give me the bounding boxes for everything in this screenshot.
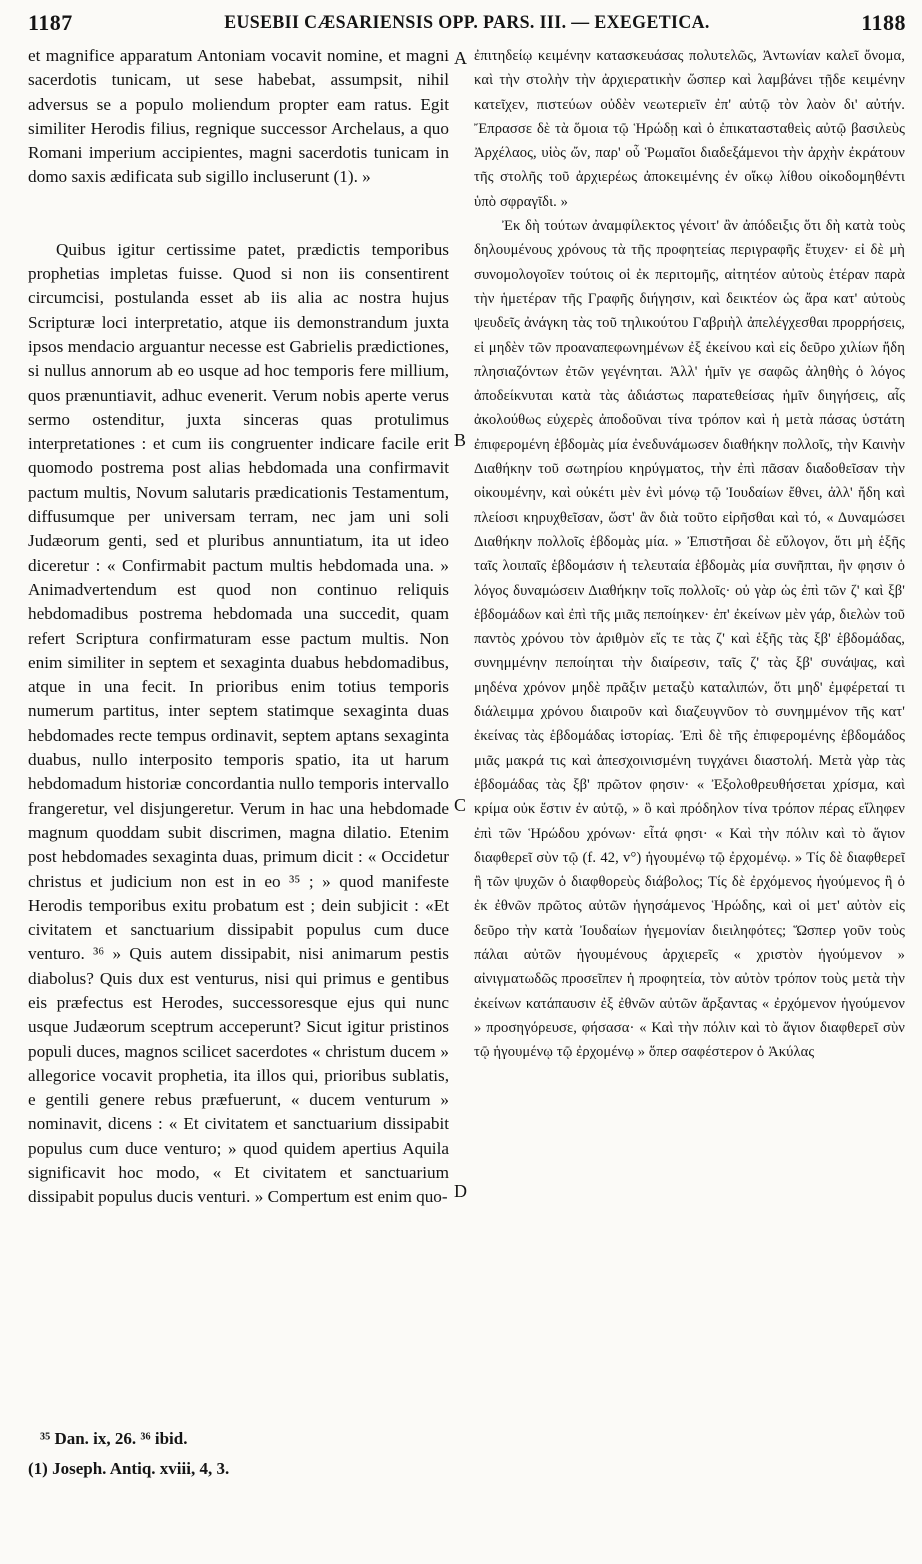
latin-paragraph-1: et magnifice apparatum Antoniam vocavit nomine, et magni sacerdotis tunicam, ut sese habebat, assumpsit, nihil adversus se a populo moliendum propter eam ratus. Egit similiter Herodis filius, regnique successor Archelaus, a quo Romani imperium accipientes, magni sacerdotis tunicam in domo saxis ædificata sub sigillo incluserunt (1). »	[28, 46, 449, 187]
greek-paragraph-2: Ἐκ δὴ τούτων ἀναμφίλεκτος γένοιτ' ἂν ἀπόδειξις ὅτι δὴ κατὰ τοὺς δηλουμένους χρόνους τὰ τῆς προφητείας περιγραφῆς ἔτυχεν· εἰ δὲ μὴ συνομολογοῖεν τούτοις οἱ ἐκ περιτομῆς, αἰτητέον αὐτοὺς ἑτέραν παρὰ τὴν ἡμετέραν τῆς Γραφῆς διήγησιν, καὶ δεικτέον ὡς ἄρα κατ' αὐτοὺς ψευδεῖς ἀνάγκη τὰς τοῦ τηλικούτου Γαβριὴλ ἀπελέγχεσθαι προρρήσεις, εἰ μηδὲν τῶν προαναπεφωνημένων ἐξ ἐκείνου καὶ εἰς δεῦρο χιλίων ἤδη πλησιαζόντων ἐτῶν γεγένηται. Ἀλλ' ἡμῖν γε σαφῶς ἀληθὴς ὁ λόγος ἀποδείκνυται κατὰ τὰς ἀδιάστως παρατεθείσας ἡμῖν διηγήσεις, αἷς ἀκολούθως εὐχερὲς ἀποδοῦναι τίνα τρόπον καὶ ἡ μετὰ πάσας ὑστάτη ἐπιφερομένη ἑβδομὰς μία ἐνεδυνάμωσεν διαθήκην πολλοῖς, τὴν Καινὴν Διαθήκην τοῦ σωτηρίου κηρύγματος, τὴν ἐπὶ πᾶσαν διαδοθεῖσαν τὴν οἰκουμένην, καὶ οὐκέτι μὲν ἑνὶ μόνῳ τῷ Ἰουδαίων ἔθνει, ἀλλ' ἤδη καὶ πλείοσι κηρυχθεῖσαν, ὥστ' ἂν διὰ τοῦτο εἰρῆσθαι καὶ τό, « Δυναμώσει Διαθήκην πολλοῖς ἑβδομὰς μία. » Ἐπιστῆσαι δὲ εὔλογον, ὅτι μὴ ἑξῆς ταῖς λοιπαῖς ἑβδομάσιν ἡ τελευταία ἑβδομὰς μία συνῆπται, ἣν φησιν ὁ λόγος δυναμώσειν Διαθήκην τοῖς πολλοῖς· οὐ γὰρ ὡς ἐπὶ τῶν ζ' καὶ ξβ' ἑβδομάδων καὶ ἐπὶ τῆς μιᾶς πεποίηκεν· ἐπ' ἐκείνων μὲν γάρ, διελὼν τοῦ παντὸς χρόνου τὸν ἀριθμὸν εἴς τε τὰς ζ' καὶ ἑξῆς τὰς ξβ' ἑβδομάδας, συνημμένην πεποίηται τὴν διαίρεσιν, ταῖς ζ' τὰς ξβ' συνάψας, καὶ μηδένα χρόνον μηδὲ πρᾶξιν μεταξὺ καταλιπών, ὅτι μηδ' ἐμφέρεταί τι διάλειμμα χρόνου διαιροῦν καὶ διαζευγνῦον τὸ συνημμένον τῆς κατ' ἐκείνας τὰς ἑβδομάδας ἱστορίας. Ἐπὶ δὲ τῆς ἐπιφερομένης ἑβδομάδος μιᾶς μακρά τις καὶ ἀπεσχοινισμένη τυγχάνει διαστολή. Μετὰ γὰρ τὰς ἑβδομάδας τὰς ξβ' πρῶτον φησιν· « Ἐξολοθρευθήσεται χρίσμα, καὶ κρίμα οὐκ ἔστιν ἐν αὐτῷ, » ὃ καὶ πρόδηλον τίνα τρόπον πέρας εἴληφεν ἐπὶ τῶν Ἡρώδου χρόνων· εἶτά φησι· « Καὶ τὴν πόλιν καὶ τὸ ἅγιον διαφθερεῖ σὺν τῷ (f. 42, v°) ἡγουμένῳ τῷ ἐρχομένῳ. » Τίς δὲ διαφθερεῖ ἢ τῶν ψυχῶν ὁ διαφθορεὺς διάβολος; Τίς δὲ ἐρχόμενος ἡγούμενος ἢ ὁ ἐκ ἐθνῶν πρῶτος αὐτῶν ἡγησάμενος Ἡρώδης, καὶ οἱ μετ' αὐτὸν εἰς δεῦρο τὴν κατὰ Ἰουδαίων ἡγεμονίαν διειληφότες; Ὥσπερ γοῦν τοὺς πάλαι αὐτῶν ἡγουμένους ἀρχιερεῖς « χριστὸν ἡγούμενον » αἰνιγματωδῶς προσεῖπεν ἡ προφητεία, τὸν αὐτὸν τρόπον τοὺς μετὰ τὴν ἐκείνων κατάπαυσιν ἐξ ἐθνῶν αὐτῶν ἄρξαντας « ἐρχόμενον ἡγούμενον » προσηγόρευσε, φήσασα· « Καὶ τὴν πόλιν καὶ τὸ ἅγιον διαφθερεῖ σὺν τῷ ἡγουμένῳ τῷ ἐρχομένῳ » ὅπερ σαφέστερον ὁ Ἀκύλας	[474, 218, 905, 1061]
margin-marker-a: A	[454, 48, 467, 68]
greek-paragraph-1: ἐπιτηδείῳ κειμένην κατασκευάσας πολυτελῶς, Ἀντωνίαν καλεῖ ὄνομα, καὶ τὴν στολὴν τὴν ἀρχιερατικὴν ὥσπερ καὶ λαμβάνει τῇδε κειμένην κατεῖχεν, πιστεύων οὐδὲν νεωτεριεῖν ἐπ' αὐτῷ τὸν λαὸν δι' αὐτήν. Ἔπρασσε δὲ τὰ ὅμοια τῷ Ἡρώδῃ καὶ ὁ ἐπικατασταθεὶς αὐτῷ βασιλεὺς Ἀρχέλαος, υἱὸς ὤν, παρ' οὗ Ῥωμαῖοι διαδεξάμενοι τὴν ἀρχὴν ἐκράτουν τῆς στολῆς τοῦ ἀρχιερέως ἀποκειμένης ἐν οἴκῳ λίθου οἰκοδομηθέντι ὑπὸ σφραγῖδι. »	[474, 48, 905, 210]
footnote-source: (1) Joseph. Antiq. xviii, 4, 3.	[28, 1459, 230, 1478]
page-number-right: 1188	[861, 10, 906, 35]
page-header	[28, 6, 906, 40]
greek-column	[474, 44, 905, 1064]
running-title: EUSEBII CÆSARIENSIS OPP. PARS. III. — EXEGETICA.	[224, 12, 710, 33]
margin-marker-b: B	[454, 430, 467, 450]
latin-paragraph-2: Quibus igitur certissime patet, prædictis temporibus prophetias impletas fuisse. Quod si non iis consentirent circumcisi, postulanda esset ab iis alia ac nostra hujus Scripturæ loci interpretatio, atque iis demonstrandum juxta ipsos mendacio arguantur necesse est Gabrielis prædictiones, si nullus annorum ab eo usque ad hoc temporis fere millium, quos prænuntiavit, adhuc evenerit. Verum nobis aperte verus sermo ostenditur, juxta sinceras quas protulimus interpretationes : et cum iis congruenter indicare facile erit quomodo postrema post alias hebdomada una confirmavit pactum multis, Novum salutaris prædicationis Testamentum, diffusumque per universam terram, nec jam uni soli Judæorum genti, sed et pluribus annuntiatum, ita ut ideo diceretur : « Confirmabit pactum multis hebdomada una. » Animadvertendum est quod non continuo reliquis hebdomadibus postrema hebdomada una succedit, quam refert Scriptura confirmaturam esse pactum multis. Non enim similiter in septem et sexaginta duabus hebdomadibus, atque in una fecit. In prioribus enim totius temporis numerum partitus, inter septem statimque sexaginta duas hebdomades recte tempus ordinavit, septem aptans sexaginta duabus, nullo interposito temporis spatio, ita ut harum hebdomadum historiæ concordantia nullo temporis intervallo frangeretur, vel disjungeretur. Verum in hac una hebdomade magnum quoddam subit discrimen, magna dilatio. Etenim post hebdomades sexaginta duas, primum dicit : « Occidetur christus et judicium non est in eo ³⁵ ; » quod manifeste Herodis temporibus exitu probatum est ; dein subjicit : «Et civitatem et sanctuarium dissipabit populus cum duce venturo. ³⁶ » Quis autem dissipabit, nisi animarum pestis diabolus? Quis dux est venturus, nisi qui primus e gentibus eis præfectus est Herodes, successoresque ejus qui nunc usque Judæorum sceptrum acceperunt? Sicut igitur pristinos populi duces, magnos scilicet sacerdotes « christum ducem » allegorice vocavit prophetia, ita illos qui, prioribus sublatis, e gentili genere rebus præfuerunt, « ducem venturum » nominavit, dicens : « Et civitatem et sanctuarium dissipabit populus cum duce venturo; » quod quidem apertius Aquila significavit hoc modo, « Et civitatem et sanctuarium dissipabit populus ducis venturi. » Compertum est enim quo-	[28, 239, 449, 1207]
page-number-left: 1187	[28, 10, 73, 35]
footnote-scripture: ³⁵ Dan. ix, 26. ³⁶ ibid.	[40, 1429, 188, 1448]
latin-column	[28, 44, 449, 1210]
footnotes	[28, 1429, 460, 1489]
margin-marker-d: D	[454, 1181, 467, 1201]
margin-marker-c: C	[454, 795, 467, 815]
